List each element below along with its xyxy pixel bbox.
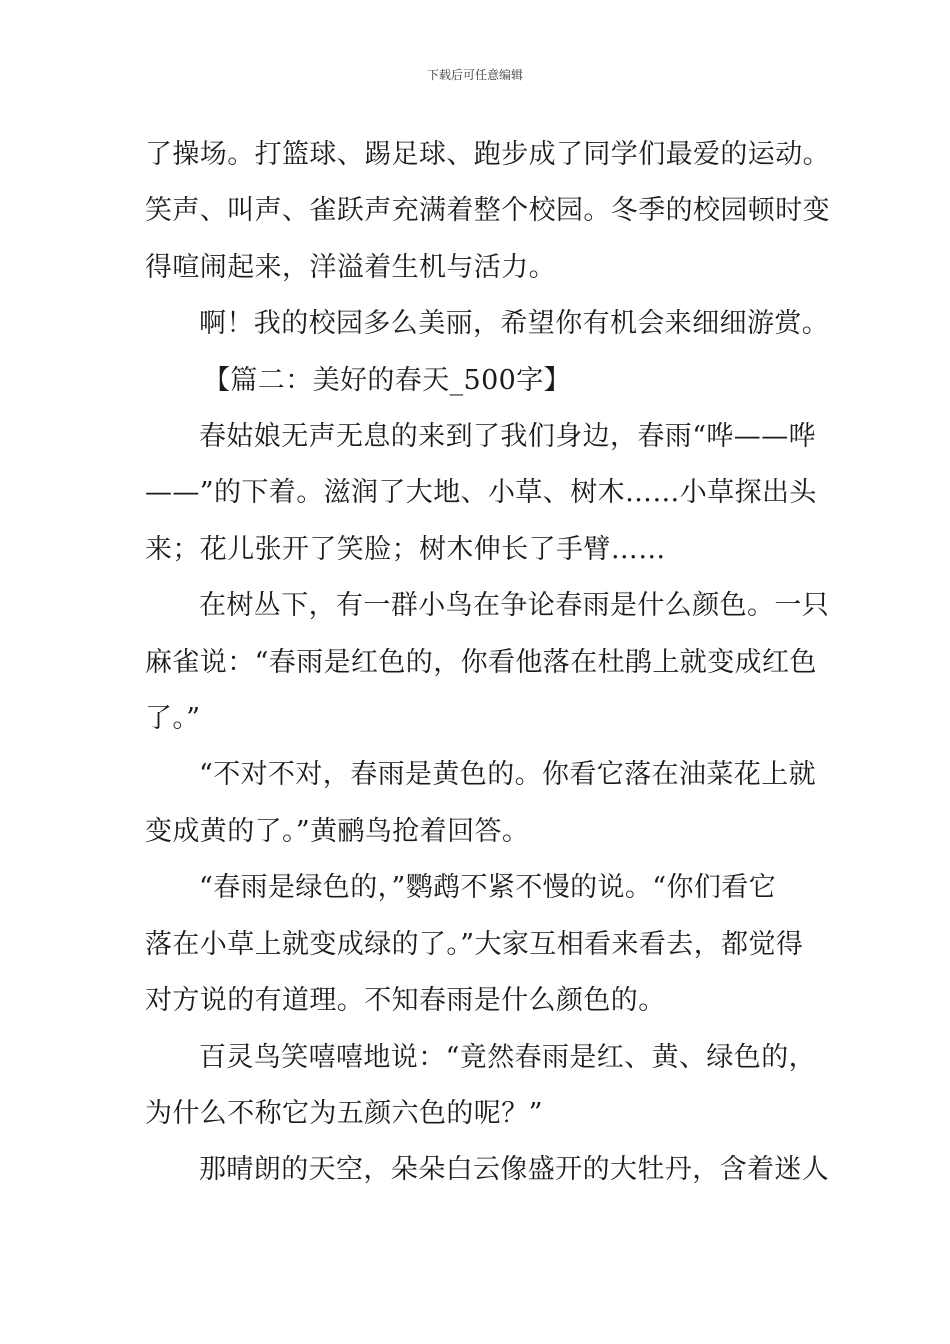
paragraph-start: 啊！我的校园多么美丽，希望你有机会来细细游赏。	[199, 308, 830, 340]
text-line: 为什么不称它为五颜六色的呢？”	[145, 1097, 543, 1129]
paragraph-start: 在树丛下，有一群小鸟在争论春雨是什么颜色。一只	[199, 590, 830, 622]
text-line: 来；花儿张开了笑脸；树木伸长了手臂……	[145, 533, 666, 565]
section-title: 【篇二：美好的春天_500字】	[203, 364, 572, 396]
paragraph-start: “不对不对，春雨是黄色的。你看它落在油菜花上就	[199, 759, 817, 791]
paragraph-start: 那晴朗的天空，朵朵白云像盛开的大牡丹，含着迷人	[199, 1154, 830, 1186]
text-line: ——”的下着。滋润了大地、小草、树木……小草探出头	[145, 477, 817, 509]
page-header: 下载后可任意编辑	[426, 68, 523, 82]
text-line: 得喧闹起来，洋溢着生机与活力。	[145, 251, 556, 283]
text-line: 对方说的有道理。不知春雨是什么颜色的。	[145, 985, 666, 1017]
text-line: 笑声、叫声、雀跃声充满着整个校园。冬季的校园顿时变	[145, 195, 830, 227]
text-line: 落在小草上就变成绿的了。”大家互相看来看去，都觉得	[145, 928, 804, 960]
text-line: 变成黄的了。”黄鹂鸟抢着回答。	[145, 815, 530, 847]
paragraph-start: 春姑娘无声无息的来到了我们身边，春雨“哗——哗	[199, 421, 817, 453]
paragraph-start: 百灵鸟笑嘻嘻地说：“竟然春雨是红、黄、绿色的，	[199, 1041, 817, 1073]
document-body	[145, 127, 830, 1199]
text-line: 了操场。打篮球、踢足球、跑步成了同学们最爱的运动。	[145, 139, 830, 170]
paragraph-start: “春雨是绿色的，”鹦鹉不紧不慢的说。“你们看它	[199, 872, 777, 904]
text-line: 了。”	[145, 703, 201, 735]
text-line: 麻雀说：“春雨是红色的，你看他落在杜鹃上就变成红色	[145, 646, 817, 678]
